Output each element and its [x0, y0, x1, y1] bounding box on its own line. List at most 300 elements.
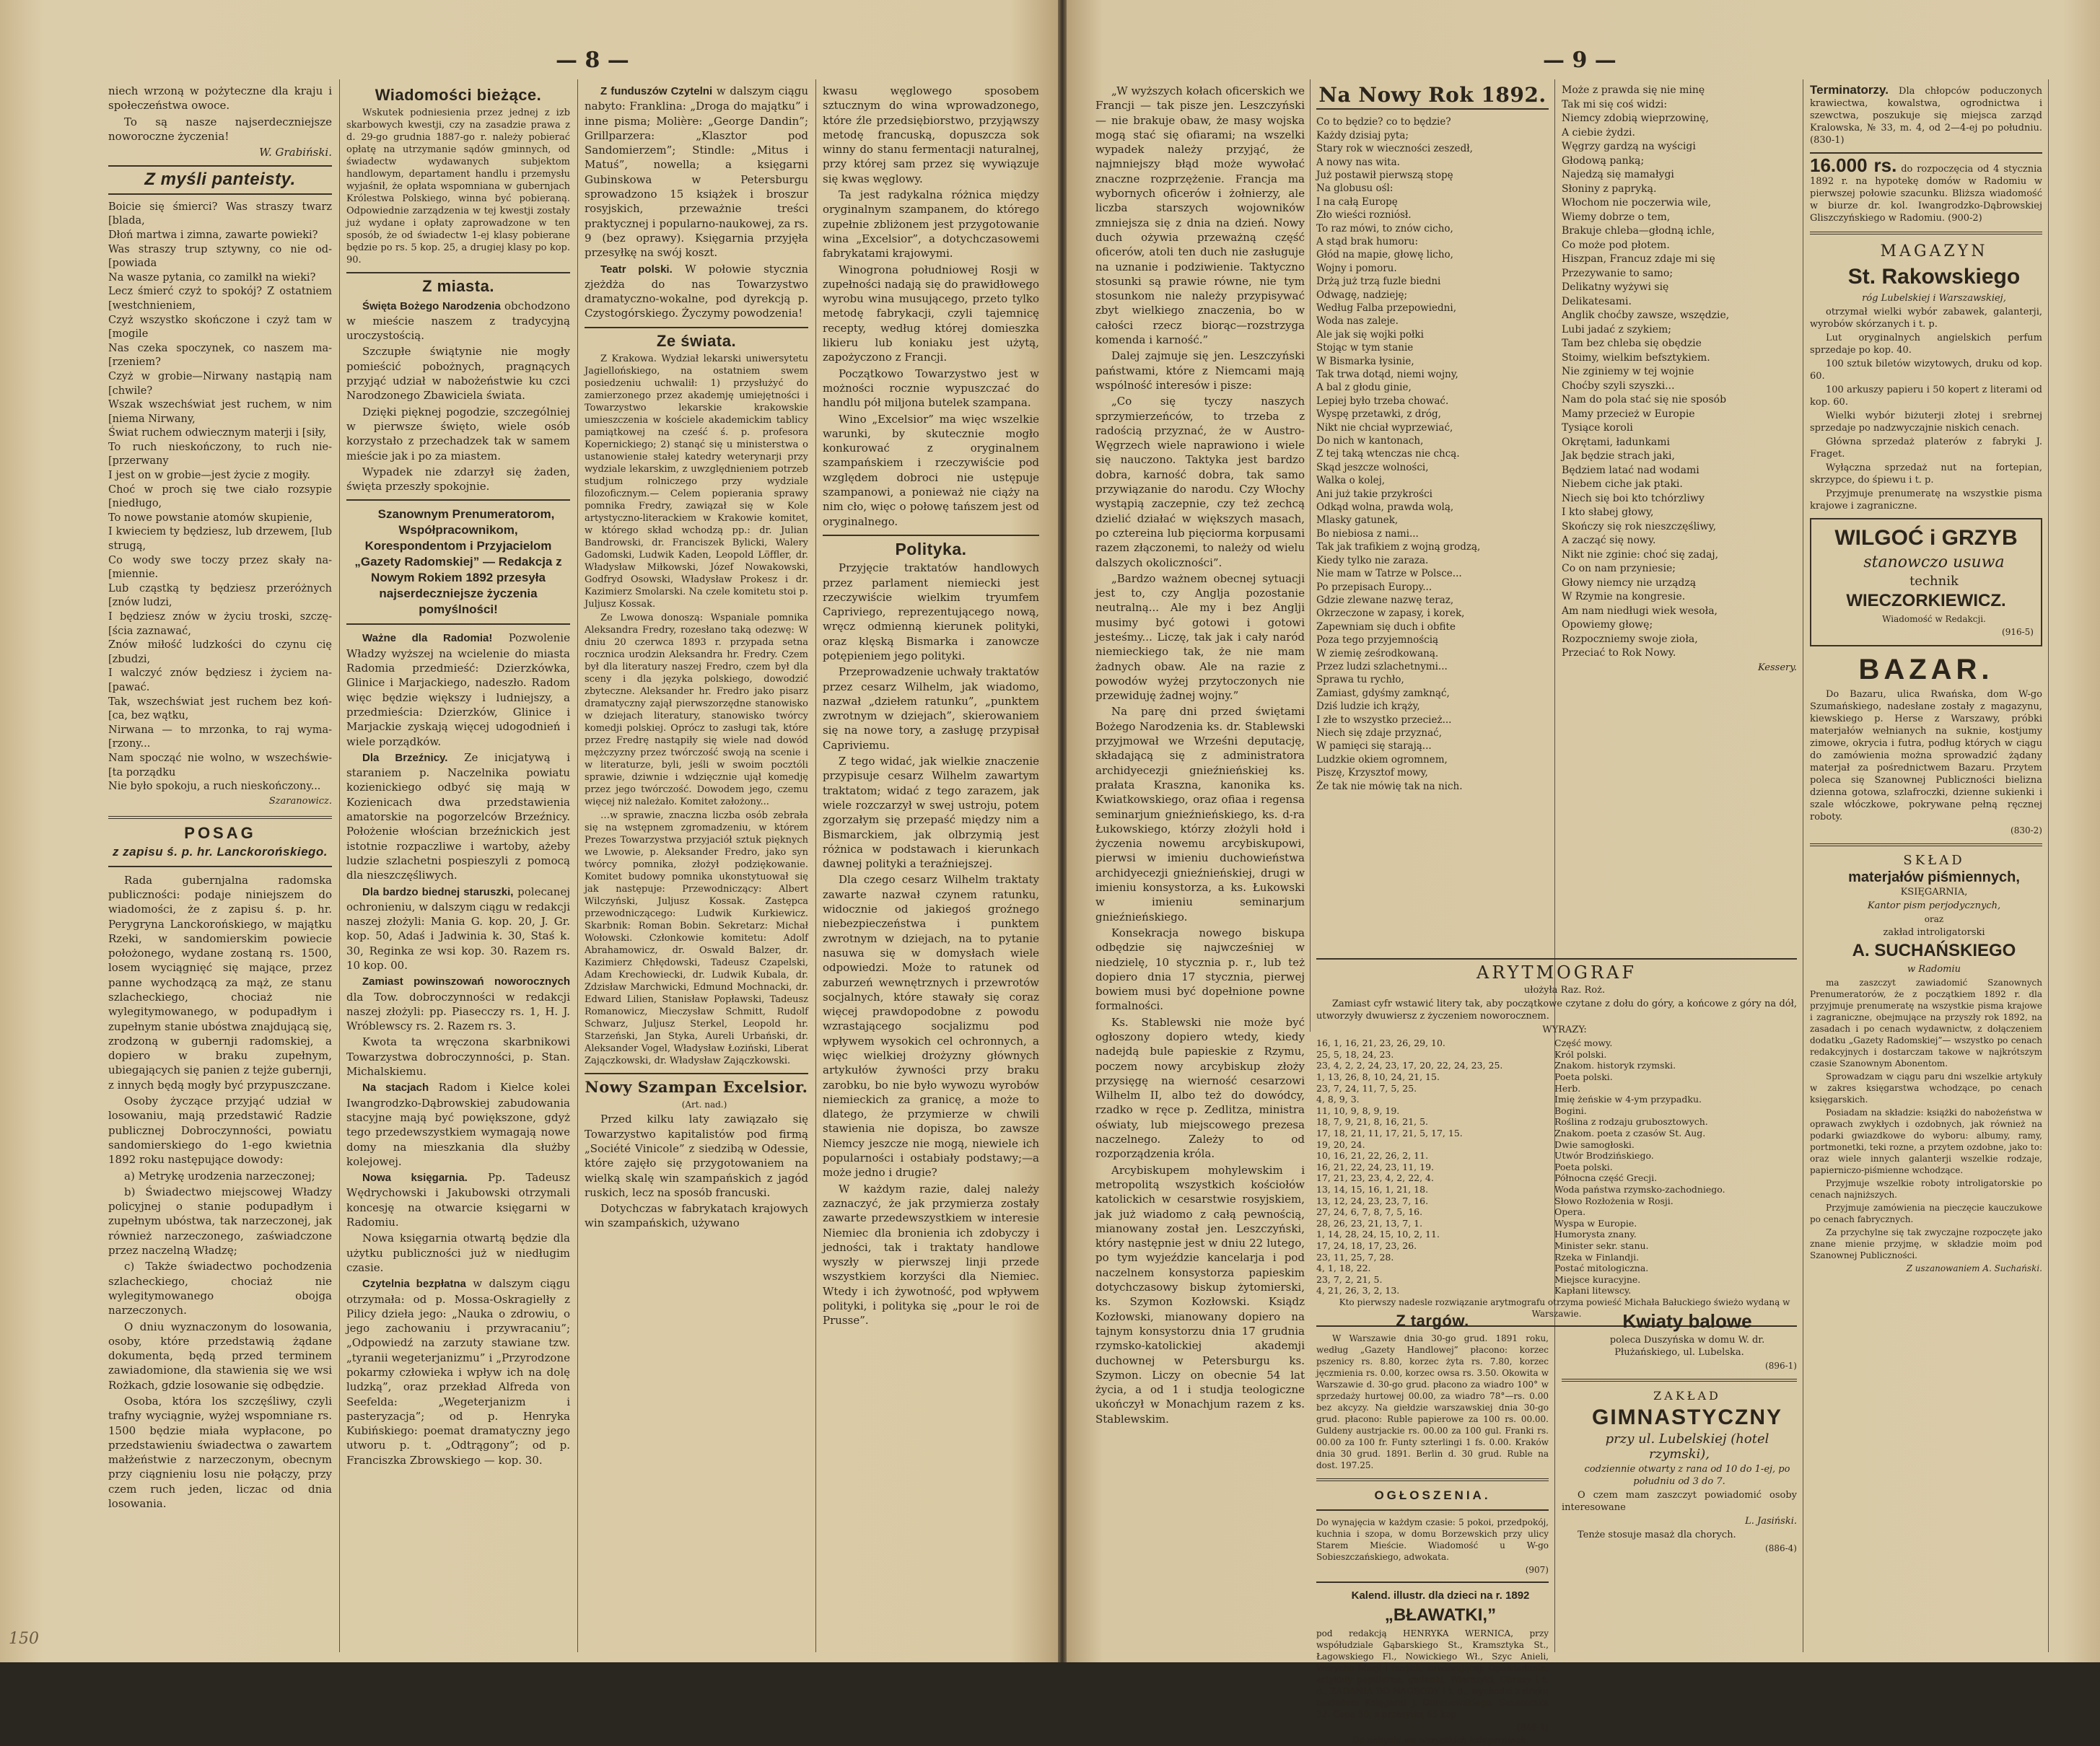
puzzle-clue: Kapłani litewscy. [1554, 1285, 1632, 1297]
verse-line: Opowiemy głowę; [1562, 619, 1653, 631]
paragraph: „Co się tyczy naszych sprzymierzeńców, to trzeba z radością przyznać, że w Austro-Węgrzech wiele naprawiono i wiele się nauczono. Taktyka jest bardzo dobra, karność dobra, tak samo przywiązanie do narodu. Czy Włochy wystąpią zaczepnie, czy też zechcą dzielić działać w większych masach, po cztereina lub pięciorma korpusami razem złączonemi, to należy od wielu dalszych okoliczności”. [1095, 395, 1305, 569]
divider [1316, 1478, 1549, 1481]
paragraph: ma zaszczyt zawiadomić Szanownych Prenumeratorów, że z początkiem 1892 r. dla przyjmuje prenumeratę na wszystkie pisma krajowe i zagraniczne, obejmujące na przyszły rok 1892, na zasadach i po cenach wydawnictw, z dołączeniem dodatku „Gazety Radomskiej”— wszystko po cenach redakcyjnych i dostarczam takowe w najkrótszym czasie Szanownym Abonentom. [1810, 977, 2042, 1069]
divider [346, 623, 570, 625]
paragraph: W każdym razie, dalej należy zaznaczyć, że jak przymierza zostały zawarte przedewszystkiem w interesie Niemiec dla bronienia ich zdobyczy i jedności, tak i traktaty handlowe wyszły w pierwszej linji przede wszystkiem korzyści dla Niemiec. Wtedy i ich żywotność, pod wpływem polityki, i polityka się „pour le roi de Prusse”. [823, 1182, 1039, 1328]
right-column-2 [1316, 84, 1549, 1022]
divider [1810, 843, 2042, 846]
puzzle-clue: Król polski. [1554, 1048, 1607, 1060]
market-and-ads [1316, 1310, 1549, 1745]
paragraph: Dotychczas w fabrykatach krajowych win szampańskich, używano [585, 1202, 808, 1230]
right-column-3 [1562, 84, 1797, 1022]
verse-line: Stoimy, wielkim befsztykiem. [1562, 351, 1710, 364]
news-item [346, 344, 570, 403]
puzzle-row [1316, 1105, 1797, 1117]
column-rule [1310, 79, 1311, 1032]
verse-line: Stojąc w tym stanie [1316, 342, 1414, 354]
puzzle-numbers: 10, 16, 21, 22, 26, 2, 11. [1316, 1150, 1429, 1162]
left-column-4 [823, 84, 1039, 1657]
poem-text [1316, 115, 1549, 793]
item-text: W połowie stycznia zjeżdża do nas Towarzystwo dramatyczno-wokalne, pod dyrekcją p. Czystogórskiego. Życzymy powodzenia! [585, 262, 808, 320]
column-rule [2048, 79, 2049, 1652]
ad-label: ZAKŁAD [1653, 1389, 1721, 1403]
ad-sub: w Radomiu [1907, 963, 1961, 975]
item-text: obchodzono w mieście naszem z tradycyjną uroczystością. [346, 299, 570, 343]
puzzle-numbers: 23, 7, 24, 11, 7, 5, 25. [1316, 1082, 1417, 1094]
verse-line: Rozpoczniemy swoje zioła, [1562, 633, 1698, 645]
puzzle-clue: Znakom. poeta z czasów St. Aug. [1554, 1128, 1706, 1139]
divider [108, 866, 332, 867]
puzzle-row [1316, 1240, 1797, 1252]
puzzle-row [1316, 1229, 1797, 1240]
item-keyword: Na stacjach [362, 1082, 429, 1094]
puzzle-clue: Opera. [1554, 1206, 1586, 1218]
verse-line: Odkąd wolna, prawda wolą, [1316, 501, 1454, 514]
puzzle-clue: Dwie samogłoski. [1554, 1139, 1635, 1150]
verse-line: Świat ruchem odwiecznym materji i [siły, [108, 427, 327, 439]
puzzle-row [1316, 1206, 1797, 1218]
verse-line: Gdzie zlewane nazwę teraz, [1316, 594, 1454, 606]
puzzle-clue: Roślina z rodzaju grubosztowych. [1554, 1116, 1708, 1128]
puzzle-numbers: 17, 18, 21, 11, 17, 21, 5, 17, 15. [1316, 1128, 1463, 1139]
verse-line: Was straszy trup sztywny, co nie od- [powiada [108, 243, 332, 270]
verse-line: A zacząć się nowy. [1562, 535, 1656, 546]
verse-line: Wiemy dobrze o tem, [1562, 211, 1671, 223]
verse-line: Nie zginiemy w tej wojnie [1562, 366, 1694, 377]
ad-sub: oraz [1924, 913, 1944, 924]
poem-title: Z myśli panteisty. [144, 170, 296, 190]
book-gutter [1058, 0, 1067, 1662]
puzzle-numbers: 1, 14, 28, 24, 15, 10, 2, 11. [1316, 1229, 1440, 1240]
section-title-ogloszenia: OGŁOSZENIA. [1374, 1488, 1491, 1503]
paragraph: Ta jest radykalna różnica między oryginalnym szampanem, do którego zupełnie zbliżonem jest przygotowanie wina „Excelsior”, a dotychczasowemi fabrykatami krajowymi. [823, 188, 1039, 260]
verse-line: Głód na mapie, głowę licho, [1316, 249, 1453, 261]
puzzle-numbers: 27, 24, 6, 7, 8, 7, 5, 16. [1316, 1206, 1423, 1218]
paragraph: b) Świadectwo miejscowej Władzy policyjnej o stanie podupadłym i zupełnym ubóstwa, tak narzeczonej, jak również narzeczonego, zaświadczone przez naczelną Władzę; [108, 1185, 332, 1258]
verse-line: Mamy przecież w Europie [1562, 408, 1695, 420]
left-page [0, 0, 1058, 1662]
paragraph: Wino „Excelsior” ma więc wszelkie warunki, by skutecznie mogło konkurować z oryginalnem szampańskiem i rzeczywiście pod względem dobroci nie ustępuje szampanowi, a ponieważ nie ciąży na nim cło, więc o połowę tańszem jest od oryginalnego. [823, 412, 1039, 528]
ad-title: materjałów piśmiennych, [1848, 869, 2020, 885]
divider [108, 816, 332, 819]
puzzle-rows [1316, 1037, 1797, 1297]
item-keyword: Nowa księgarnia. [362, 1172, 468, 1185]
verse-line: Zamiast, gdyśmy zamknąć, [1316, 687, 1450, 699]
new-year-announcement: Szanownym Prenumeratorom, Współpracownikom, Korespondentom i Przyjacielom „Gazety Radomskiej” — Redakcja z Nowym Rokiem 1892 przesyła najserdeczniejsze życzenia pomyślności! [354, 507, 562, 617]
verse-line: A nowy nas wita. [1316, 156, 1400, 168]
verse-line: Dziś ludzie ich krąży, [1316, 701, 1420, 713]
item-text: Szczupłe świątynie nie mogły pomieścić pobożnych, pragnących przyjąć udział w nabożeństwie ku czci Narodzonego Zbawiciela świata. [346, 345, 570, 403]
ad-name: WIECZORKIEWICZ. [1846, 591, 2006, 611]
item-keyword: Zamiast powinszowań noworocznych [362, 975, 570, 988]
item-text: polecanej ochronieniu, w dalszym ciągu w redakcji naszej złożyli: Mania G. kop. 20, J. Gr. kop. 50, Adaś i Jadwinia k. 30, Staś k. 30, Reginka ze wsi kop. 30. Razem rs. 10 kop. 00. [346, 885, 570, 972]
ad-note: Wiadomość w Redakcji. [1882, 614, 1986, 625]
divider [1810, 232, 2042, 234]
divider [1316, 958, 1797, 960]
verse-line: W Bismarka łysinie, [1316, 355, 1414, 367]
ad-sub: KSIĘGARNIA, [1900, 886, 1968, 898]
paragraph: Przyjmuje wszelkie roboty introligatorskie po cenach najniższych. [1810, 1177, 2042, 1200]
item-keyword: Ważne dla Radomia! [362, 632, 493, 645]
paragraph: Przeprowadzenie uchwały traktatów przez cesarz Wilhelm, jak wiadomo, nazwał „dziełem ratunku”, „punktem zwrotnym w dziejach”, skierowaniem się na nowe tory, a zasługę przypisał Capriviemu. [823, 665, 1039, 752]
verse-line: Najedzą się mamałygi [1562, 169, 1674, 180]
section-title-posag: POSAG [184, 824, 256, 843]
verse-line: Każdy dzisiaj pyta; [1316, 129, 1409, 141]
puzzle-row [1316, 1196, 1797, 1207]
puzzle-numbers: 4, 8, 9, 3. [1316, 1094, 1360, 1105]
puzzle-clue: Miejsce kuracyjne. [1554, 1273, 1641, 1285]
puzzle-numbers: 11, 10, 9, 8, 9, 19. [1316, 1105, 1400, 1116]
ad-code: (830-2) [2011, 825, 2042, 836]
section-title-wiadomosci: Wiadomości bieżące. [375, 86, 542, 104]
puzzle-clue: Północna część Grecji. [1554, 1172, 1658, 1184]
verse-line: Tak trwa dotąd, niemi wojny, [1316, 369, 1458, 381]
verse-line: Skończy się rok nieszczęśliwy, [1562, 520, 1717, 532]
news-items [346, 631, 570, 1468]
puzzle-row [1316, 1116, 1797, 1128]
section-title-targi: Z targów. [1396, 1312, 1469, 1330]
paragraph: kwasu węglowego sposobem sztucznym do wina wprowadzonego, które źle przedsiębiorstwo, przyjąwszy metodę francuską, dopuszcza sok winny do stanu fermentacji naturalnej, przy której sam przez się wywiązuje się kwas węglowy. [823, 84, 1039, 185]
verse-line: Co może pod płotem. [1562, 239, 1670, 251]
puzzle-row [1316, 1083, 1797, 1094]
column-rule [1554, 79, 1555, 1652]
paragraph: „Bardzo ważnem obecnej sytuacji jest to, czy Anglja pozostanie neutralną... Ale my i bez Anglji musimy być gotowi i gotowi jesteśmy... Liczę, tak jak i cały naród niemieckiego tak, że nie mam żadnych obaw. Ale na razie z powodów wyżej przytoczonych nie przewiduję żadnej wojny.” [1095, 571, 1305, 703]
puzzle-numbers: 4, 1, 18, 22. [1316, 1263, 1371, 1274]
divider [1316, 1509, 1549, 1511]
verse-line: Lub cząstką ty będziesz przeróżnych [znów ludzi, [108, 582, 332, 609]
verse-line: Wojny i pomoru. [1316, 262, 1397, 274]
news-item [346, 1080, 570, 1169]
verse-line: Jak będzie strach jaki, [1562, 450, 1675, 462]
paragraph: Posiadam na składzie: książki do nabożeństwa w oprawach zwykłych i ozdobnych, jak również na podarki gwiazdkowe do wyboru: albumy, ramy, portmonetki, teki rozne, a przytem ozdobne, jako to: oraz wiele innych galanterji wszelkie rodzaje, papierniczo-piśmienne wchodzące. [1810, 1107, 2042, 1175]
verse-line: Przezywanie to samo; [1562, 267, 1674, 279]
verse-line: Sprawa tu rychło, [1316, 674, 1404, 686]
item-text: Pozwolenie Władzy wyższej na wcielenie do miasta Radomia przedmieść: Dzierzkówka, Glinice i Marjackiego, nadeszło. Radom więc będzie większy i ludniejszy, a przedmieścia: Dzierzków, Glinice i Marjackie zyskają więcej udogodnień i wiele porządków. [346, 631, 570, 748]
verse-line: Am nam niedługi wiek wesoła, [1562, 605, 1718, 617]
paragraph: Konsekracja nowego biskupa odbędzie się najwcześniej w niedzielę, 10 stycznia p. r., lub też dopiero dnia 17 stycznia, pierwej bowiem musi być dopełnione powne formalności. [1095, 926, 1305, 1013]
gym-owner: L. Jasiński. [1745, 1515, 1797, 1527]
paragraph: c) Także świadectwo pochodzenia szlacheckiego, chociaż nie wylegitymowanego obojga narzeczonych. [108, 1260, 332, 1317]
paragraph: Wielki wybór biżuterji złotej i srebrnej sprzedaje po nadzwyczajnie niskich cenach. [1810, 411, 2042, 434]
signature: W. Grabiński. [259, 146, 332, 159]
ad-sub: technik [1909, 574, 1959, 589]
verse-line: Wszak wszechświat jest ruchem, w nim [niema Nirwany, [108, 399, 332, 425]
verse-line: Co on nam przyniesie; [1562, 563, 1676, 574]
column-rule [577, 79, 578, 1652]
paragraph: Arcybiskupem mohylewskim i metropolitą wszystkich kościołów katolickich w cesarstwie rosyjskiem, jak już wiadomo z całą pewnością, mianowany został jen. Leszczyński, który następnie jest w dniu 22 lutego, po tym wyjeździe kancelarja i pod naczelnem konsystorza papieskim dotychczasowy biskup żytomierski, ks. Szymon Kozłowski. Ksiądz Kozłowski, mianowany dopiero na tajnym konsystorzu dnia 17 grudnia rzymsko-katolickiej akademji duchownej w Petersburgu ks. Szymon. Liczy on obecnie 54 lat życia, a od 1 i studja teologiczne ukończył w Monachjum razem z ks. Stablewskim. [1095, 1163, 1305, 1426]
puzzle-numbers: 23, 7, 2, 21, 5. [1316, 1273, 1383, 1285]
verse-line: Hiszpan, Francuz zdaje mi się [1562, 253, 1715, 265]
puzzle-numbers: 4, 21, 26, 3, 2, 13. [1316, 1285, 1400, 1297]
verse-line: Nikt nie chciał wyprzewiać, [1316, 421, 1453, 434]
verse-line: Przeciać to Rok Nowy. [1562, 647, 1676, 659]
verse-line: Że tak nie mówię tak na nich. [1316, 780, 1463, 792]
ad-code: (896-1) [1765, 1361, 1797, 1371]
verse-line: Delikatny wyżywi się [1562, 281, 1669, 293]
ad-name: A. SUCHAŃSKIEGO [1852, 940, 2016, 960]
news-item [346, 405, 570, 463]
intro-line: To są nasze najserdeczniejsze noworoczne życzenia! [108, 115, 332, 143]
puzzle-numbers: 23, 11, 25, 7, 28. [1316, 1251, 1394, 1263]
item-keyword: Dla Brzeźnicy. [362, 751, 448, 764]
ad-code: (916-5) [2002, 627, 2034, 638]
ad-sub: zakład introligatorski [1883, 926, 1985, 938]
puzzle-row [1316, 1162, 1797, 1173]
verse-line: Nie mam w Tatrze w Polsce... [1316, 568, 1462, 580]
verse-line: Niech się zdaje przyznać, [1316, 727, 1443, 739]
verse-line: Lepiej było trzeba chować. [1316, 395, 1449, 407]
puzzle-clue: Wyspa w Europie. [1554, 1217, 1637, 1229]
paragraph: Z tego widać, jak wielkie znaczenie przypisuje cesarz Wilhelm zawartym traktatom; widać z tego zarazem, jak wiele rozczarzył w swej ustroju, potem zgorzałym się przepaść między nim a Bismarckiem, jak olbrzymią jest różnica w podstawach i kierunkach dawnej polityki a teraźniejszej. [823, 755, 1039, 871]
puzzle-clue: Imię żeńskie w 4-ym przypadku. [1554, 1094, 1702, 1105]
signature: Kessery. [1757, 662, 1797, 673]
paragraph: Ks. Stablewski nie może być ogłoszony dopiero wtedy, kiedy nadejdą bule papieskie z Rzymu, poczem nowy arcybiskup złoży przysięgę na wierność cesarzowi Wilhelm II, albo też do dowódcy, rzadko w ręce p. Zedlitza, ministra oświaty, lub miejscowego prezesa naczelnego. Zależy to od rozporządzenia króla. [1095, 1015, 1305, 1161]
store-name: St. Rakowskiego [1847, 265, 2021, 289]
paragraph: Osoby życzące przyjąć udział w losowaniu, mają przedstawić Radzie publicznej Dobroczynności, powiatu sandomierskiego do 1-ego kwietnia 1892 roku następujące dowody: [108, 1094, 332, 1167]
puzzle-numbers: 17, 24, 18, 17, 23, 26. [1316, 1240, 1417, 1251]
verse-line: Choć w proch się twe ciało rozsypie [niedługo, [108, 483, 332, 510]
puzzle-numbers: 13, 14, 15, 16, 1, 21, 18. [1316, 1184, 1429, 1196]
page-number-left: — 8 — [556, 48, 629, 73]
verse-line: Czyż wszystko skończone i czyż tam w [mogile [108, 314, 332, 341]
divider [1316, 1582, 1549, 1583]
paragraph: „W wyższych kołach oficerskich we Francji — tak pisze jen. Leszczyński — nie brakuje obaw, że masy wojska mogą stać się ofiarami; na wszelki wypadek należy przyjąć, że najmniejszy błąd może wywołać znaczne rozprzężenie. Francja ma wybornych oficerów i żołnierzy, ale liczba starszych wojowników zmniejsza się z dnia na dzień. Nowy duch ożywia przeważną część oficerów, atoli ten duch nie zasługuje na uznanie i podziwienie. Taktyczno stosunki są prawie równe, nie tym stosunkom nie należy przypisywać zbyt wielkiego znaczenia, bo w całości rzecz biorąc—rozstrzyga komenda i karność.” [1095, 84, 1305, 347]
puzzle-clue: Rzeka w Finlandji. [1554, 1251, 1640, 1263]
ad-label: SKŁAD [1903, 853, 1965, 869]
verse-line: Odwagę, nadzieję; [1316, 289, 1408, 301]
poem-title: Na Nowy Rok 1892. [1318, 83, 1546, 107]
verse-line: Tysiące koroli [1562, 422, 1633, 434]
news-item [346, 1170, 570, 1229]
verse-line: Lubi jadać z szykiem; [1562, 323, 1672, 335]
divider [585, 327, 808, 328]
verse-line: A stąd brak humoru: [1316, 235, 1419, 247]
section-subtitle: z zapisu ś. p. hr. Lanckorońskiego. [112, 845, 328, 859]
verse-line: Niemcy zdobią wieprzowinę, [1562, 113, 1709, 124]
paragraph: Lut oryginalnych angielskich perfum sprzedaje po kop. 40. [1810, 333, 2042, 356]
verse-line: Okrzeczone w zapasy, i korek, [1316, 607, 1465, 620]
store-text [1810, 306, 2042, 512]
item-keyword: Teatr polski. [600, 263, 673, 276]
verse-line: W Rzymie na kongresie. [1562, 591, 1686, 602]
verse-line: Ale jak się wojki połki [1316, 328, 1424, 341]
divider [108, 193, 332, 195]
puzzle-row [1316, 1218, 1797, 1229]
puzzle-clue: Utwór Brodzińskiego. [1554, 1150, 1654, 1162]
verse-line: Na wasze pytania, co zamilkł na wieki? [108, 271, 316, 284]
arytmograf-puzzle [1316, 952, 1797, 1319]
item-text: Dzięki pięknej pogodzie, szczególniej w pierwsze święto, wiele osób korzystało z przechadzek tak w samem mieście jak i po za miastem. [346, 405, 570, 462]
paragraph: Początkowo Towarzystwo jest w możności rocznie wypuszczać do handlu pół miljona butelek szampana. [823, 367, 1039, 410]
paragraph: O dniu wyznaczonym do losowania, osoby, które przedstawią żądane dokumenta, będą przed terminem zawiadomione, dla stawienia się we wsi Rożkach, gdzie losowanie się odbędzie. [108, 1320, 332, 1392]
ad-text: O czem mam zaszczyt powiadomić osoby interesowane [1562, 1489, 1797, 1513]
verse-line: Nas czeka spoczynek, co naszem ma- [rzeniem? [108, 342, 332, 369]
puzzle-row [1316, 1037, 1797, 1049]
verse-line: I złe to wszystko przecież... [1316, 714, 1452, 726]
ad-text: pod redakcją HENRYKA WERNICA, przy współudziale Gąbarskiego St., Kramsztyka St., Łagowskiego Fl., Nowickiego Wł., Szyc Anieli, Weryche Marji i innych, zawierającej: Opowiadania, artykuły popularne, gadanki, Wierszyki, Obrazy i t. d., ZADANIA DO NAGRODY i t. d., wychodzi z druku nakładem Księgarni J. Guranowskiego. Senatorska 32. Cena 50, z przesyłką 65 kop. [1316, 1628, 1549, 1719]
ads-column [1562, 1310, 1797, 1656]
verse-line: Przez ludzi szlachetnymi... [1316, 660, 1448, 672]
puzzle-row [1316, 1049, 1797, 1061]
ad-code: (900-2) [1948, 213, 1982, 224]
item-text: dla Tow. dobroczynności w redakcji naszej złożyli: pp. Piasecczy rs. 1, H. J. Wróblewscy rs. 2. Razem rs. 3. [346, 990, 570, 1033]
puzzle-numbers: 28, 26, 23, 21, 13, 7, 1. [1316, 1217, 1423, 1229]
poem-text [108, 201, 332, 794]
verse-line: Tak mi się coś widzi: [1562, 98, 1668, 110]
verse-line: Do nich w kantonach, [1316, 435, 1424, 447]
bazar-title: BAZAR. [1858, 654, 1994, 686]
ad-title: WILGOĆ i GRZYB [1834, 526, 2018, 550]
item-text: Ze inicjatywą i staraniem p. Naczelnika powiatu kozienickiego odbyć się mają w Kozienicach dwa przedstawienia amatorskie na pogorzelców Brzeźnicy. Położenie włościan brzeźnickich jest istotnie rozpaczliwe i wartoby, ażeby ludzie szlachetni pospieszyli z pomocą dla nieszczęśliwych. [346, 750, 571, 882]
item-text: w dalszym ciągu nabyto: Franklina: „Droga do majątku” i inne pisma; Molière: „George Dandin”; Grillparzera: „Klasztor pod Sandomierzem”; Stindle: „Mitus i Matuś”, nowella; a księgarni Gubinskowa w Petersburgu sprowadzono 15 książek i broszur rosyjskich, przeważnie treści praktycznej i popularno-naukowej, za rs. 9 (bez oprawy). Księgarnia przyjęła przesyłkę na swój koszt. [585, 84, 809, 260]
puzzle-clue: Słowo Rozłożenia w Rosji. [1554, 1195, 1674, 1206]
paragraph: Przyjmuje zamówienia na pieczęcie kauczukowe po cenach fabrycznych. [1810, 1202, 2042, 1224]
paragraph: Sprowadzam w ciągu paru dni wszelkie artykuły w zakres księgarstwa wchodzące, po cenach księgarskich. [1810, 1071, 2042, 1105]
divider [1316, 108, 1549, 110]
puzzle-footer: Kto pierwszy nadesle rozwiązanie arytmografu otrzyma powieść Michała Bałuckiego świeżo wydaną w Warszawie. [1339, 1297, 1790, 1319]
verse-line: Tam bez chleba się obędzie [1562, 338, 1702, 349]
verse-line: I będziesz znów w życiu troski, szczę- [ścia zaznawać, [108, 611, 332, 637]
news-item [346, 631, 570, 748]
ad-note: Do nabycia we wszystkich księgarniach. [1352, 1734, 1529, 1745]
verse-line: I kwieciem ty będziesz, lub drzewem, [lub strugą, [108, 526, 332, 553]
puzzle-row [1316, 1285, 1797, 1297]
paragraph: 100 arkuszy papieru i 50 kopert z literami od kop. 60. [1810, 385, 2042, 408]
paragraph: Rada gubernjalna radomska publiczności: podaje niniejszem do wiadomości, że z zapisu ś. p. hr. Perygryna Lanckorońskiego, w majątku Rzeki, w sandomierskim powiecie położonego, wydane zostaną rs. 1500, losem wyciągnięć się mające, przez panne wychodzącą za mąż, ze stanu szlacheckiego, chociaż nie wylegitymowanego, w podupadłym i zupełnym stanie ubóstwa znajdującą się, zrodzoną w gubernji radomskiej, a dopiero w braku zupełnym, ubiegających się panien z tejże gubernji, z innych będą mogły być przypuszczane. [108, 873, 332, 1092]
item-keyword: Czytelnia bezpłatna [362, 1278, 466, 1291]
verse-line: Czyż w grobie—Nirwany nastąpią nam [chwile? [108, 370, 332, 397]
puzzle-clue: Herb. [1554, 1082, 1581, 1094]
paragraph: a) Metrykę urodzenia narzeczonej; [124, 1169, 315, 1183]
gym-title: GIMNASTYCZNY [1592, 1405, 1782, 1430]
paragraph: Z Krakowa. Wydział lekarski uniwersytetu Jagiellońskiego, na ostatniem swem posiedzeniu uchwalił: 1) przysłużyć do zamierzonego przez akademję umiejętności i Towarzystwo lekarskie krakowskie umieszczenia w kościele akademickim tablicy pamiątkowej na cześć ś. p. profesora Kopernickiego; 2) stanąć się u ministerstwa o ustanowienie stałej katedry weterynarji przy wydziale lekarskim, z uwzględnieniem potrzeb studjum rolniczego przy wydziale filozoficznym.— Celem popierania sprawy pomnika Fredry, zawiązał się w Kole artystyczno-literackiem w Krakowie komitet, w którego skład wchodzą pp.: dr. Julian Bandrowski, dr. Franciszek Bylicki, Walery Gadomski, Ludwik Kaden, Leopold Löffler, dr. Władysław Miłkowski, Józef Nowakowski, Godfryd Osowski, Władysław Prokesz i dr. Kazimierz Smolarski. Na czele komitetu stoi p. Juljusz Kossak. [585, 354, 808, 610]
signature: Z uszanowaniem A. Suchański. [1906, 1263, 2042, 1273]
puzzle-clue: Poeta polski. [1554, 1071, 1613, 1083]
verse-line: Już postawił pierwszą stopę [1316, 169, 1453, 181]
news-item [346, 1035, 570, 1079]
verse-line: Anglik choćby zawsze, wszędzie, [1562, 310, 1730, 321]
store-address: róg Lubelskiej i Warszawskiej, [1862, 293, 2006, 304]
paragraph: Dla czego cesarz Wilhelm traktaty zawarte nazwał czynem ratunku, widocznie od jakiegoś groźnego niebezpieczeństwa i punktem zwrotnym w dziejach, na to pytanie nasuwa się w domysłach wiele odpowiedzi. Może to ratunek od zaburzeń wewnętrznych i przewrotów socjalnych, które stawały się coraz więcej prawdopodobne z powodu wzrastającego socjalizmu pod wpływem wysokich cel ochronnych, a więc wielkiej drożyzny głównych artykułów żywności przy braku zarobku, bo nie było wywozu wyrobów niemieckich za granicę, a może to dlatego, że przymierze w chwili stawienia nie dopisza, bo zawsze Niemcy jeszcze nie mogą, niewiele ich popularności i ostabiały podstawy;—a może jedno i drugie? [823, 873, 1039, 1180]
verse-line: To raz mówi, to znów cicho, [1316, 222, 1453, 234]
verse-line: Nirwana — to mrzonka, to raj wyma- [rzony... [108, 724, 332, 750]
verse-line: Woda nas zaleje. [1316, 315, 1399, 328]
paragraph: Na parę dni przed świętami Bożego Narodzenia ks. dr. Stablewski przyjmował we Wrześni deputację, składającą się z administratora archidyecezji gnieźnieńskiej ks. prałata Kraszna, kanonika ks. Kwiatkowskiego, oraz ofiaa i regensa seminarjum gnieźnieńskiego, ks. d-ra Łukowskiego, którzy złożyli hołd i życzenia nowemu arcybiskupowi, pierwsi w imieniu duchowieństwa archidyecezji gnieźnieńskiej, drugi w imieniu konsystorza, a ks. Łukowski w imieniu seminarjum gnieźnieńskiego. [1095, 705, 1305, 924]
puzzle-row [1316, 1139, 1797, 1151]
verse-line: Głowy niemcy nie urządzą [1562, 576, 1697, 589]
puzzle-row [1316, 1150, 1797, 1162]
verse-line: Głodową panką; [1562, 154, 1645, 167]
paragraph: Winogrona południowej Rosji w zupełności nadają się do prawidłowego wyrobu wina musującego, przeto tylko metodę fabrykacji, czyli tajemnicę recepty, według której domieszka likieru lub koniaku jest użytą, zapożyczono z Francji. [823, 263, 1039, 364]
paragraph: 100 sztuk biletów wizytowych, druku od kop. 60. [1810, 359, 2042, 382]
puzzle-row [1316, 1060, 1797, 1071]
verse-line: Po przepisach Europy... [1316, 581, 1432, 593]
verse-line: Poza tego przyjemnością [1316, 634, 1439, 646]
section-title-polityka: Polityka. [895, 539, 967, 558]
puzzle-row [1316, 1172, 1797, 1184]
right-page [1067, 0, 2100, 1745]
ad-label: MAGAZYN [1880, 242, 1988, 260]
verse-line: A ciebie żydzi. [1562, 126, 1635, 139]
column-rule [815, 79, 816, 1652]
right-column-1 [1095, 84, 1305, 1657]
ad-text [1810, 977, 2042, 1261]
paragraph: Przyjęcie traktatów handlowych przez parlament niemiecki jest rzeczywiście wielkim tryumfem Capriviego, reprezentującego nową, wręcz odmienną kierunek polityki, oraz klęską Bismarka i zanowcze potępieniem jego polityki. [823, 561, 1039, 662]
paragraph: Dalej zajmuje się jen. Leszczyński państwami, które z Niemcami mają wspólność interesów i pisze: [1095, 349, 1305, 392]
item-keyword: Święta Bożego Narodzenia [362, 299, 501, 312]
puzzle-row [1316, 1184, 1797, 1196]
ad-code: (907) [1525, 1564, 1549, 1575]
left-column-3 [585, 84, 808, 1657]
calendar-title: Kalend. illustr. dla dzieci na r. 1892 [1351, 1589, 1530, 1602]
verse-line: Brakuje chleba—głodną ichle, [1562, 225, 1715, 237]
amount-heading: 16.000 rs. [1810, 154, 1897, 176]
verse-line: W pamięci się starają... [1316, 740, 1432, 753]
ad-code: (886-4) [1765, 1543, 1797, 1553]
verse-line: Skąd jeszcze wolności, [1316, 461, 1429, 473]
verse-line: To nowe powstanie atomów skupienie, [108, 512, 312, 524]
verse-line: Nie było spokoju, a ruch nieskończony... [108, 781, 321, 793]
item-text: Radom i Kielce kolei Iwangrodzko-Dąbrowskiej zabudowania stacyjne mają być powiększone, gdyż tego przedewszystkiem wymagają nowe domy na mieszkania dla służby kolejowej. [346, 1081, 570, 1168]
puzzle-row [1316, 1094, 1797, 1105]
right-column-4 [1810, 84, 2042, 1657]
intro-line: niech wrzoną w pożyteczne dla kraju i społeczeństwa owoce. [108, 84, 332, 113]
ad-sub: stanowczo usuwa [1863, 553, 2005, 571]
ad-code: (846-1) [1517, 1721, 1549, 1732]
verse-line: A bal z głodu ginie, [1316, 382, 1412, 394]
news-item [346, 465, 570, 494]
verse-line: Okrętami, ładunkami [1562, 436, 1671, 448]
puzzle-numbers: 17, 21, 23, 23, 4, 2, 22, 4. [1316, 1172, 1434, 1184]
item-text: Wypadek nie zdarzył się żaden, święta przeszły spokojnie. [346, 465, 570, 493]
news-item [346, 974, 570, 1033]
verse-line: Piszę, Krzysztof mowy, [1316, 767, 1428, 779]
left-column-1 [108, 84, 332, 1657]
verse-line: Będziem latać nad wodami [1562, 464, 1699, 476]
verse-line: Zapewniam się duch i obfite [1316, 620, 1456, 633]
verse-line: Choćby szyli szyszki... [1562, 380, 1675, 392]
divider [823, 535, 1039, 536]
ad-text: Tenże stosuje masaż dla chorych. [1578, 1529, 1736, 1540]
paragraph: Wskutek podniesienia przez jednej z izb skarbowych kwestji, czy na zasadzie prawa z d. 29-go grudnia 1887-go r. należy pobierać opłatę na utrzymanie sądów gminnych, od świadectw wydawanych subjektom handlowym, departament handlu i przemysłu wyjaśnił, że opłata wspomniana w gubernjach Królestwa Polskiego, winna być pobieraną. Odpowiednie zarządzenia w tej kwestji zostały już wydane i opłaty zaprowadzone w ten sposób, że od świadectw 1-ej klasy pobierane będzie po rs. 5 kop. 25, a drugiej klasy po kop. 90. [346, 108, 570, 266]
item-text: Kwota ta wręczona skarbnikowi Towarzystwa dobroczynności, p. Stan. Michalskiemu. [346, 1035, 570, 1079]
paragraph: Przed kilku laty zawiązało się Towarzystwo kapitalistów pod firmą „Société Vinicole” z siedzibą w Odessie, które zajęło się przygotowaniem na wielką skalę win szampańskich z jagód ruskich, lecz na sposób francuski. [585, 1113, 808, 1199]
news-item [346, 750, 570, 883]
verse-line: Lecz śmierć czyż to spokój? Z ostatniem [westchnieniem, [108, 286, 332, 312]
divider [1810, 152, 2042, 154]
puzzle-row [1316, 1071, 1797, 1083]
verse-line: Tak, wszechświat jest ruchem bez koń- [ca, bez wątku, [108, 696, 332, 722]
puzzle-row [1316, 1252, 1797, 1263]
puzzle-intro: Zamiast cyfr wstawić litery tak, aby początkowe czytane z dołu do góry, a końcowe z góry na dół, utworzyły dwuwiersz z życzeniem noworocznem. [1316, 999, 1797, 1022]
verse-line: Co to będzie? co to będzie? [1316, 116, 1451, 128]
item-keyword: Z funduszów Czytelni [600, 85, 713, 97]
section-title-szampan: Nowy Szampan Excelsior. [585, 1078, 808, 1097]
verse-line: Boicie się śmierci? Was straszy twarz [blada, [108, 201, 332, 227]
puzzle-numbers: 19, 20, 24. [1316, 1139, 1365, 1150]
page-number-right: — 9 — [1543, 48, 1616, 73]
verse-line: Bo niebiosa z nami... [1316, 527, 1419, 540]
verse-line: Niech się boi kto tchórzliwy [1562, 492, 1705, 504]
item-text: Dla chłopców poduczonych krawiectwa, kowalstwa, ogrodnictwa i szewctwa, poszukuje się miejsca zarząd Kralowska, № 33, m. 4, od 2—4-ej po południu. [1810, 86, 2042, 133]
item-keyword: Terminatorzy. [1810, 83, 1889, 97]
paragraph: Za przychylne się tak zwyczajne rozpoczęte jako znane mienie przyjmę, w składzie moim pod Szanownej Publiczności. [1810, 1227, 2042, 1260]
gym-address: przy ul. Lubelskiej (hotel rzymski), [1605, 1431, 1769, 1462]
flowers-title: Kwiaty balowe [1622, 1310, 1752, 1332]
poem-text [1562, 84, 1797, 661]
puzzle-numbers: 13, 12, 24, 23, 23, 7, 16. [1316, 1195, 1429, 1206]
puzzle-clue: Humorysta znany. [1554, 1229, 1637, 1240]
